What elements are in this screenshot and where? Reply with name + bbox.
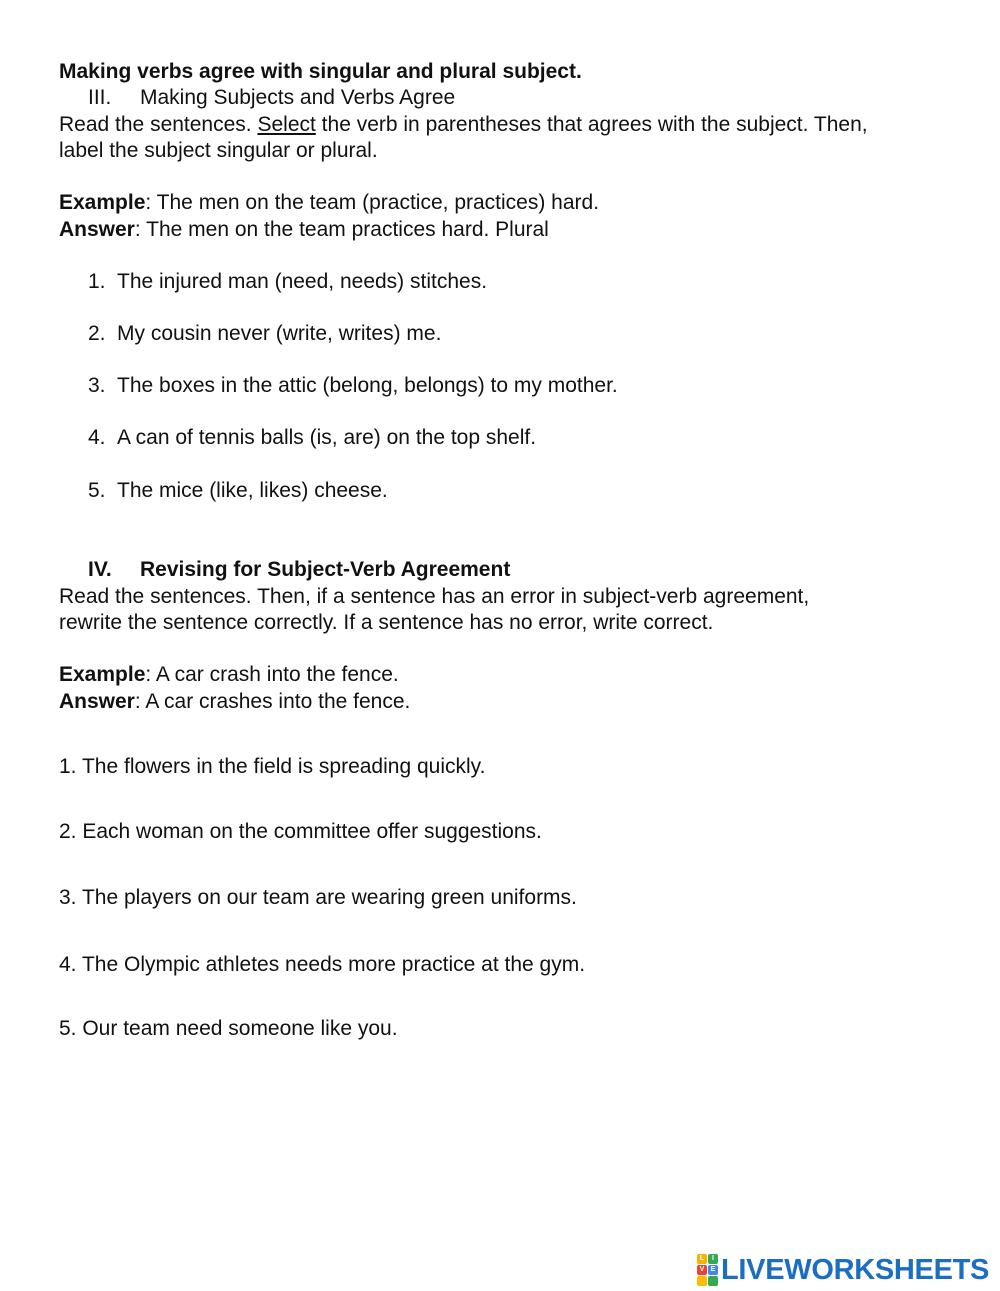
item-text: The mice (like, likes) cheese. [117,479,388,502]
section-4-instructions-line2: rewrite the sentence correctly. If a sentence has no error, write correct. [59,611,714,634]
section-3-item [88,478,388,504]
liveworksheets-logo [697,1255,989,1285]
item-text: The injured man (need, needs) stitches. [117,270,488,293]
section-4-title: Revising for Subject-Verb Agreement [140,558,511,581]
section-3-title: Making Subjects and Verbs Agree [140,86,456,109]
instr-text: Read the sentences. [59,113,258,136]
answer-text: : A car crashes into the fence. [134,690,411,713]
logo-block: L [697,1254,707,1264]
example-text: : The men on the team (practice, practices) hard. [145,191,600,214]
logo-text: LIVEWORKSHEETS [721,1254,990,1286]
logo-blocks-icon [697,1254,718,1286]
answer-label: Answer [59,218,135,241]
instr-text: the verb in parentheses that agrees with the subject. Then, [315,113,868,136]
item-number: 3. [88,374,106,397]
section-3-item [88,373,618,399]
section-3-item [88,425,536,451]
example-label: Example [59,663,146,686]
section-3-instructions-line2: label the subject singular or plural. [59,139,378,162]
section-4-item: 3. The players on our team are wearing green uniforms. [59,886,577,909]
section-3-heading [88,85,455,111]
answer-label: Answer [59,690,135,713]
item-text: The boxes in the attic (belong, belongs) to my mother. [117,374,618,397]
section-4-item: 4. The Olympic athletes needs more practice at the gym. [59,953,586,976]
section-4-item: 2. Each woman on the committee offer suggestions. [59,820,542,843]
section-4-heading [88,557,510,583]
section-3-example [59,190,599,216]
section-4-instructions-line1: Read the sentences. Then, if a sentence has an error in subject-verb agreement, [59,585,810,608]
item-number: 5. [88,479,106,502]
item-number: 4. [88,426,106,449]
logo-block [708,1276,718,1286]
section-4-numeral: IV. [88,558,112,581]
section-4-item: 5. Our team need someone like you. [59,1017,398,1040]
item-number: 2. [88,322,106,345]
item-number: 1. [88,270,106,293]
answer-text: : The men on the team practices hard. Plural [134,218,549,241]
item-text: My cousin never (write, writes) me. [117,322,442,345]
section-4-example [59,662,399,688]
item-text: A can of tennis balls (is, are) on the top shelf. [117,426,537,449]
section-3-answer [59,217,549,243]
section-3-numeral: III. [88,86,112,109]
section-3-item [88,321,441,347]
instr-select-word: Select [257,113,316,136]
example-text: : A car crash into the fence. [145,663,399,686]
logo-block: V [697,1265,707,1275]
example-label: Example [59,191,146,214]
section-3-item [88,269,487,295]
page-title: Making verbs agree with singular and plural subject. [59,60,582,83]
section-4-answer [59,689,410,715]
logo-block: E [708,1265,718,1275]
logo-block [697,1276,707,1286]
section-4-item: 1. The flowers in the field is spreading quickly. [59,755,486,778]
logo-block: I [708,1254,718,1264]
section-3-instructions-line1 [59,112,868,138]
